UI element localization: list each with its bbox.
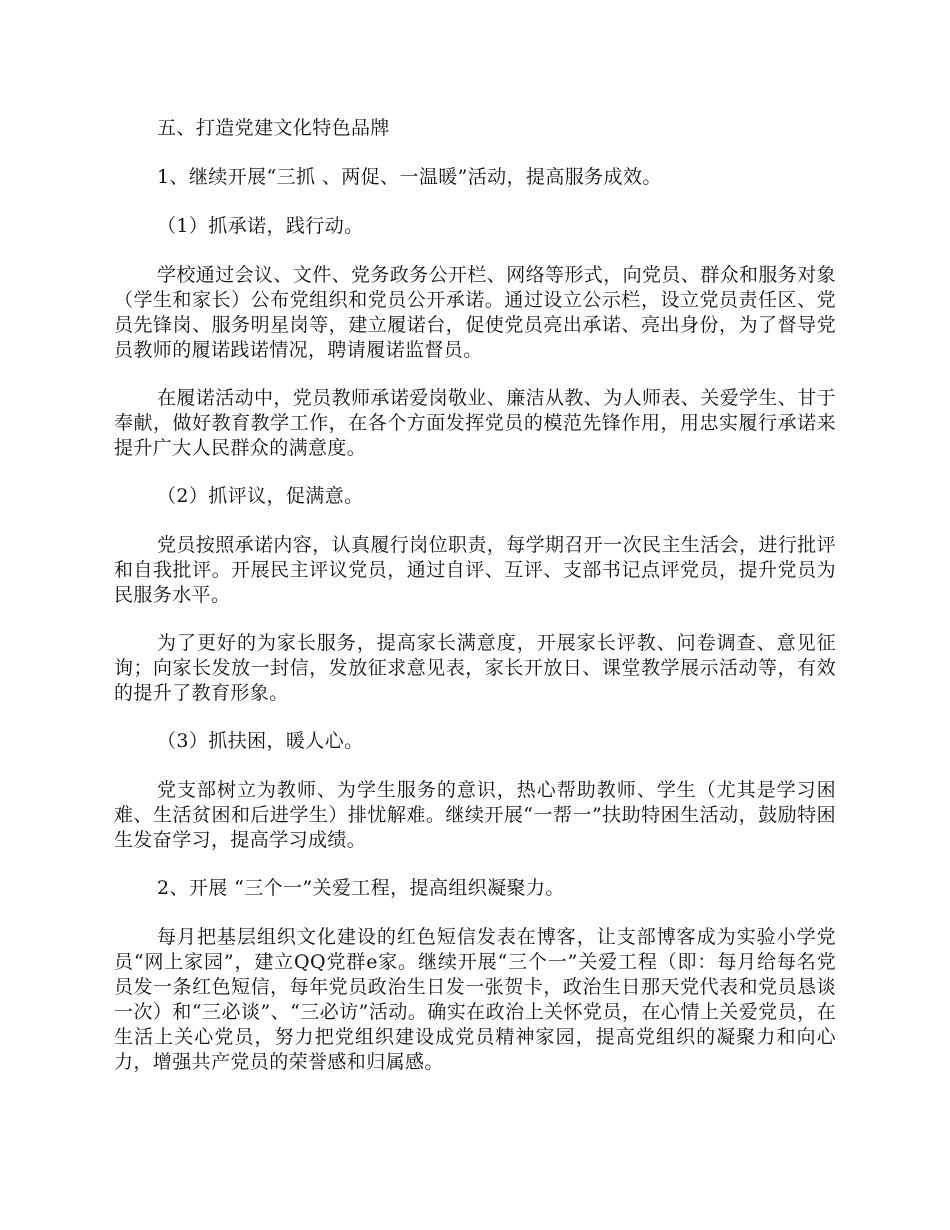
item-heading-3: （3）抓扶困，暖人心。 (157, 730, 364, 752)
body-paragraph-4: 为了更好的为家长服务，提高家长满意度，开展家长评教、问卷调查、意见征询；向家长发放一封信，发放征求意见表，家长开放日、课堂教学展示活动等，有效的提升了教育形象。 (114, 632, 836, 704)
item-heading-1: （1）抓承诺，践行动。 (157, 215, 364, 237)
item-heading-2: （2）抓评议，促满意。 (157, 485, 364, 507)
subsection-heading-2: 2、开展 “三个一”关爱工程，提高组织凝聚力。 (157, 877, 565, 899)
body-paragraph-3: 党员按照承诺内容，认真履行岗位职责，每学期召开一次民主生活会，进行批评和自我批评。开展民主评议党员，通过自评、互评、支部书记点评党员，提升党员为民服务水平。 (114, 534, 837, 606)
body-paragraph-5: 党支部树立为教师、为学生服务的意识，热心帮助教师、学生（尤其是学习困难、生活贫困和后进学生）排忧解难。继续开展“一帮一”扶助特困生活动，鼓励特困生发奋学习，提高学习成绩。 (114, 779, 836, 851)
section-heading: 五、打造党建文化特色品牌 (157, 117, 390, 139)
body-paragraph-6: 每月把基层组织文化建设的红色短信发表在博客，让支部博客成为实验小学党员“网上家园”，建立QQ党群e家。继续开展“三个一”关爱工程（即：每月给每名党员发一条红色短信，每年党员政治生日发一张贺卡，政治生日那天党代表和党员恳谈一次）和“三必谈”、“三必访”活动。确实在政治上关怀党员，在心情上关爱党员，在生活上关心党员，努力把党组织建设成党员精神家园，提高党组织的凝聚力和向心力，增强共产党员的荣誉感和归属感。 (114, 926, 836, 1073)
subsection-heading-1: 1、继续开展“三抓 、两促、一温暖”活动，提高服务成效。 (157, 166, 662, 188)
body-paragraph-1: 学校通过会议、文件、党务政务公开栏、网络等形式，向党员、群众和服务对象（学生和家长）公布党组织和党员公开承诺。通过设立公示栏，设立党员责任区、党员先锋岗、服务明星岗等，建立履诺台，促使党员亮出承诺、亮出身份，为了督导党员教师的履诺践诺情况，聘请履诺监督员。 (114, 264, 837, 361)
body-paragraph-2: 在履诺活动中，党员教师承诺爱岗敬业、廉洁从教、为人师表、关爱学生、甘于奉献，做好教育教学工作，在各个方面发挥党员的模范先锋作用，用忠实履行承诺来提升广大人民群众的满意度。 (114, 387, 837, 459)
